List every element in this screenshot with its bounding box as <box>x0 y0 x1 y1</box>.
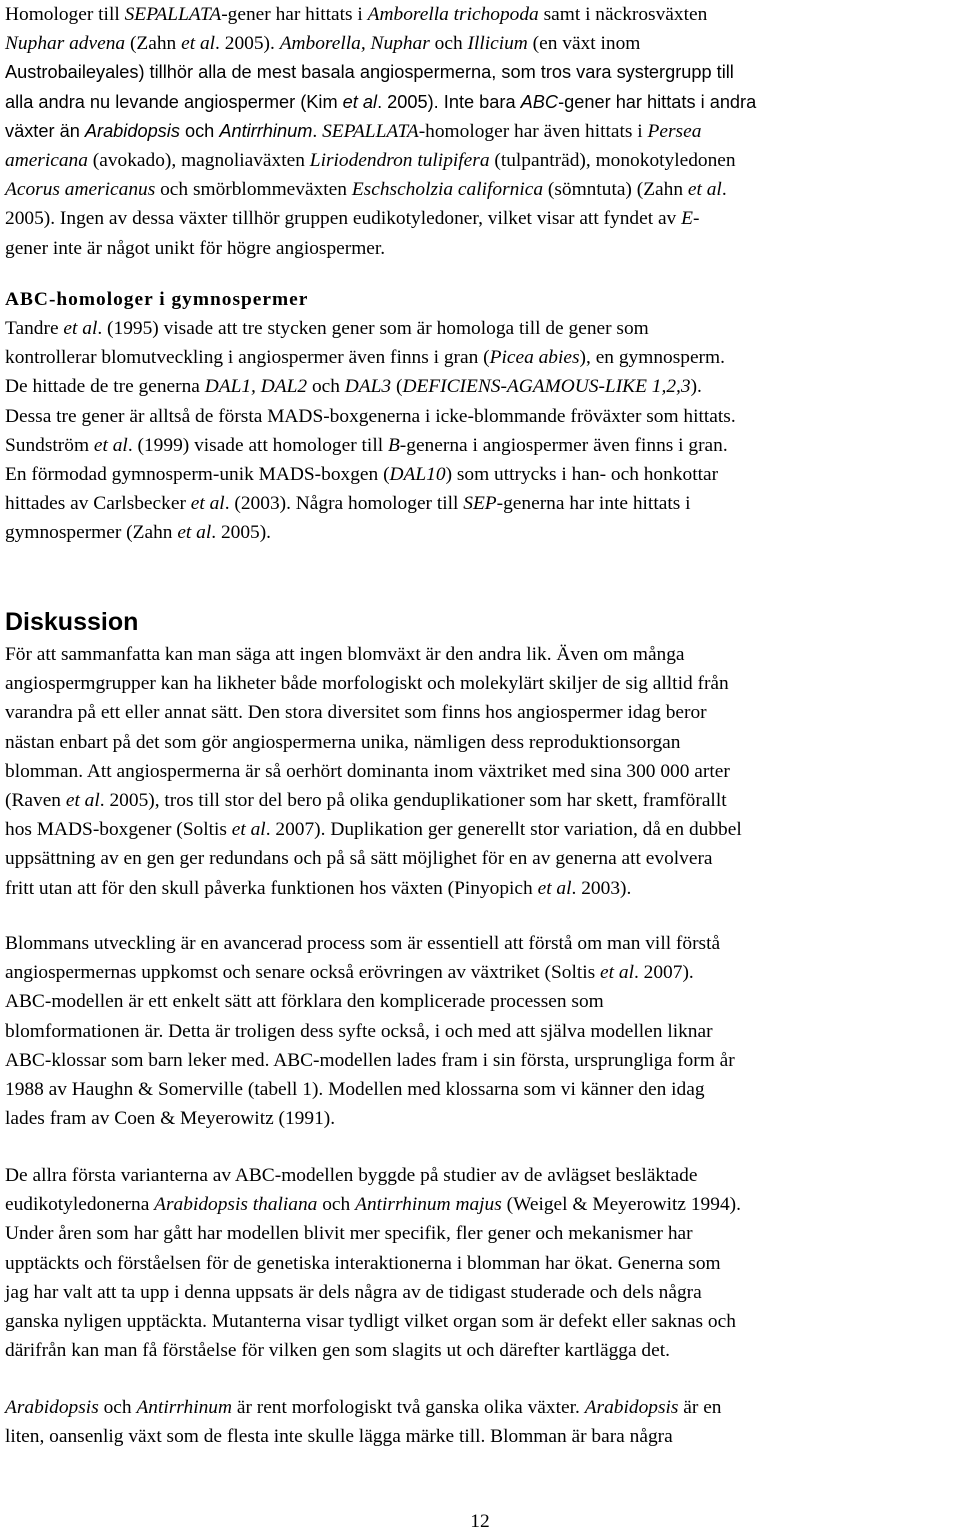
text-run: (Raven <box>5 790 66 812</box>
italic-run: et al <box>63 318 98 339</box>
text-run: upptäckts och förståelsen för de genetiska interaktionerna i blomman har ökat. Generna som <box>5 1252 721 1274</box>
text-line <box>5 640 960 669</box>
italic-run: et al <box>181 33 216 55</box>
text-run: 2005). Ingen av dessa växter tillhör gruppen eudikotyledoner, vilket visar att fyndet av <box>5 208 682 230</box>
text-run: hittades av Carlsbecker <box>5 493 191 515</box>
italic-run: SEPALLATA <box>322 120 419 142</box>
text-line <box>5 402 960 431</box>
italic-run: americana <box>5 150 88 172</box>
text-run: Blommans utveckling är en avancerad process som är essentiell att förstå om man vill förstå <box>5 933 721 954</box>
text-line <box>5 88 960 117</box>
text-line <box>5 844 960 873</box>
text-run: En förmodad gymnosperm-unik MADS-boxgen ( <box>5 464 390 486</box>
italic-run: DAL3 <box>344 376 392 398</box>
text-line <box>5 372 960 401</box>
italic-run: Antirrhinum <box>136 1397 232 1418</box>
text-line <box>5 757 960 786</box>
text-run: . (1999) visade att homologer till <box>127 434 388 456</box>
text-line <box>5 489 960 518</box>
paragraph-diskussion-1 <box>5 640 960 903</box>
text-run: . 2007). Duplikation ger generellt stor variation, då en dubbel <box>265 819 742 841</box>
text-run: samt i näckrosväxten <box>538 4 708 25</box>
text-run: och <box>429 33 468 55</box>
subheading-abc-homologer: ABC-homologer i gymnospermer <box>5 289 309 310</box>
italic-run: Amborella, Nuphar <box>279 33 430 55</box>
text-run: Homologer till <box>5 4 125 25</box>
text-run: -gener har hittats i andra <box>558 91 757 112</box>
paragraph-diskussion-2 <box>5 929 960 1133</box>
italic-run: B <box>387 434 400 456</box>
text-run: kontrollerar blomutveckling i angiospermer även finns i gran ( <box>5 347 490 369</box>
italic-run: Persea <box>647 120 702 142</box>
text-run: eudikotyledonerna <box>5 1194 155 1216</box>
italic-run: et al <box>65 790 100 812</box>
text-line <box>5 314 960 343</box>
text-run: Dessa tre gener är alltså de första MADS-boxgenerna i icke-blommande fröväxter som hittats. <box>5 405 736 427</box>
text-line <box>5 1422 960 1451</box>
text-run: ). <box>690 376 702 398</box>
italic-run: DAL10 <box>389 464 446 486</box>
italic-run: Picea abies <box>489 347 580 369</box>
text-line <box>5 58 960 87</box>
text-run: blomformationen är. Detta är troligen dess syfte också, i och med att själva modellen liknar <box>5 1020 713 1042</box>
text-line <box>5 175 960 204</box>
section-heading-diskussion: Diskussion <box>5 608 139 636</box>
text-run: . 2007). <box>633 962 694 984</box>
text-line <box>5 1307 960 1336</box>
italic-run: Arabidopsis <box>84 120 180 141</box>
text-run: . <box>721 179 727 201</box>
text-run: fritt utan att för den skull påverka funktionen hos växten (Pinyopich <box>5 877 538 899</box>
text-run: angiospermernas uppkomst och senare också erövringen av växtriket (Soltis <box>5 962 601 984</box>
text-run: ganska nyligen upptäckta. Mutanterna visar tydligt vilket organ som är defekt eller saknas och <box>5 1311 736 1333</box>
text-run: liten, oansenlig växt som de flesta inte skulle lägga märke till. Blomman är bara några <box>5 1426 673 1448</box>
text-run: . (2003). Några homologer till <box>224 493 464 515</box>
text-run: angiospermgrupper kan ha likheter både morfologiskt och molekylärt skiljer de sig alltid från <box>5 673 729 695</box>
italic-run: Nuphar advena <box>5 33 126 55</box>
text-line <box>5 460 960 489</box>
text-run: nästan enbart på det som gör angiospermerna unika, nämligen dess reproduktionsorgan <box>5 731 681 753</box>
text-run: Under åren som har gått har modellen blivit mer specifik, fler gener och mekanismer har <box>5 1223 693 1245</box>
text-run: (sömntuta) (Zahn <box>543 179 688 201</box>
text-line <box>5 0 960 29</box>
text-run: gener inte är något unikt för högre angiospermer. <box>5 237 386 259</box>
text-line <box>5 1393 960 1422</box>
text-run: blomman. Att angiospermerna är så oerhört dominanta inom växtriket med sina 300 000 arter <box>5 760 730 782</box>
text-line <box>5 1249 960 1278</box>
text-line <box>5 1075 960 1104</box>
text-line <box>5 518 960 547</box>
paragraph-diskussion-4 <box>5 1393 960 1451</box>
text-line <box>5 234 960 263</box>
text-run: Inte bara <box>443 91 521 112</box>
text-line <box>5 987 960 1016</box>
text-run: och <box>179 120 220 141</box>
italic-run: DAL1, DAL2 <box>204 376 308 398</box>
text-run: ( <box>391 376 403 398</box>
text-run: växter än <box>5 120 85 141</box>
text-line <box>5 29 960 58</box>
italic-run: Arabidopsis thaliana <box>154 1194 318 1216</box>
text-line <box>5 1161 960 1190</box>
text-line <box>5 698 960 727</box>
paragraph-intro <box>5 0 960 263</box>
italic-run: Antirrhinum majus <box>355 1194 502 1216</box>
text-run: därifrån kan man få förståelse för vilken gen som slagits ut och därefter kartlägga det. <box>5 1340 670 1362</box>
text-run: är rent morfologiskt två ganska olika växter. <box>231 1397 585 1418</box>
text-run: ABC-klossar som barn leker med. ABC-modellen lades fram i sin första, ursprungliga form år <box>5 1049 735 1071</box>
italic-run: DEFICIENS-AGAMOUS-LIKE 1,2,3 <box>402 376 691 398</box>
text-line <box>5 1219 960 1248</box>
text-run: -homologer har även hittats i <box>418 120 648 142</box>
text-run: alla andra nu levande angiospermer (Kim <box>5 91 343 112</box>
text-line <box>5 815 960 844</box>
italic-run: E <box>681 208 693 230</box>
text-line <box>5 1046 960 1075</box>
text-run: och <box>317 1194 356 1216</box>
italic-run: et al <box>93 434 128 456</box>
text-run: -generna i angiospermer även finns i gran. <box>399 434 728 456</box>
text-run: (Zahn <box>125 33 182 55</box>
text-run: (en växt inom <box>527 33 641 55</box>
italic-run: Acorus americanus <box>5 179 156 201</box>
text-run: lades fram av Coen & Meyerowitz (1991). <box>5 1108 336 1130</box>
text-line <box>5 117 960 146</box>
italic-run: et al <box>190 493 225 515</box>
italic-run: Illicium <box>467 33 528 55</box>
text-run: . (1995) visade att tre stycken gener som är homologa till de gener som <box>97 318 649 339</box>
italic-run: Eschscholzia californica <box>351 179 544 201</box>
text-run: jag har valt att ta upp i denna uppsats är dels några av de tidigast studerade och dels några <box>5 1281 702 1303</box>
text-run: . 2005), tros till stor del bero på olika genduplikationer som har skett, framförallt <box>99 790 727 812</box>
italic-run: Antirrhinum <box>219 120 313 141</box>
text-line <box>5 728 960 757</box>
paragraph-diskussion-3 <box>5 1161 960 1365</box>
text-run: - <box>692 208 700 230</box>
italic-run: SEPALLATA <box>124 4 222 25</box>
text-line <box>5 929 960 958</box>
italic-run: Liriodendron tulipifera <box>309 150 490 172</box>
text-run: och <box>307 376 345 398</box>
text-run: . <box>312 120 323 142</box>
text-run: För att sammanfatta kan man säga att ingen blomväxt är den andra lik. Även om många <box>5 644 685 665</box>
text-run: . 2005). <box>215 33 280 55</box>
text-line <box>5 1104 960 1133</box>
italic-run: SEP <box>463 493 497 515</box>
text-run: . 2005). <box>377 91 444 112</box>
text-run: hos MADS-boxgener (Soltis <box>5 819 232 841</box>
text-line <box>5 1336 960 1365</box>
text-run: (Weigel & Meyerowitz 1994). <box>501 1194 741 1216</box>
italic-run: et al <box>537 877 572 899</box>
text-line <box>5 874 960 903</box>
text-line <box>5 204 960 233</box>
text-run: Tandre <box>5 318 64 339</box>
text-run: . 2003). <box>571 877 632 899</box>
italic-run: Arabidopsis <box>584 1397 679 1418</box>
text-run: är en <box>678 1397 722 1418</box>
italic-run: Amborella trichopoda <box>367 4 539 25</box>
text-line <box>5 669 960 698</box>
text-run: -generna har inte hittats i <box>496 493 691 515</box>
text-run: ) som uttrycks i han- och honkottar <box>445 464 719 486</box>
paragraph-gymnospermer <box>5 314 960 548</box>
text-run: Sundström <box>5 434 94 456</box>
text-line <box>5 1017 960 1046</box>
text-run: . 2005). <box>211 522 272 544</box>
text-line <box>5 1190 960 1219</box>
text-line <box>5 786 960 815</box>
text-run: De allra första varianterna av ABC-modellen byggde på studier av de avlägset besläktade <box>5 1165 698 1186</box>
text-line <box>5 1278 960 1307</box>
text-line <box>5 146 960 175</box>
italic-run: ABC <box>520 91 559 112</box>
text-run: De hittade de tre generna <box>5 376 205 398</box>
italic-run: et al <box>342 91 378 112</box>
italic-run: et al <box>687 179 722 201</box>
text-run: uppsättning av en gen ger redundans och på så sätt möjlighet för en av generna att evolvera <box>5 848 713 870</box>
text-run: och <box>98 1397 137 1418</box>
text-line <box>5 343 960 372</box>
page-number: 12 <box>470 1511 490 1532</box>
text-run: -gener har hittats i <box>221 4 368 25</box>
italic-run: et al <box>177 522 212 544</box>
text-run: varandra på ett eller annat sätt. Den stora diversitet som finns hos angiospermer idag beror <box>5 702 707 724</box>
text-run: (avokado), magnoliaväxten <box>87 150 310 172</box>
text-run: (tulpanträd), monokotyledonen <box>489 150 736 172</box>
text-run: Austrobaileyales) tillhör alla de mest basala angiospermerna, som tros vara systergrupp till <box>5 62 734 83</box>
text-run: och smörblommeväxten <box>155 179 352 201</box>
italic-run: Arabidopsis <box>5 1397 99 1418</box>
italic-run: et al <box>231 819 266 841</box>
text-line <box>5 958 960 987</box>
text-run: ), en gymnosperm. <box>579 347 725 369</box>
text-run: gymnospermer (Zahn <box>5 522 178 544</box>
text-run: 1988 av Haughn & Somerville (tabell 1). Modellen med klossarna som vi känner den idag <box>5 1079 705 1101</box>
text-line <box>5 431 960 460</box>
italic-run: et al <box>600 962 634 984</box>
text-run: ABC-modellen är ett enkelt sätt att förklara den komplicerade processen som <box>5 991 604 1013</box>
